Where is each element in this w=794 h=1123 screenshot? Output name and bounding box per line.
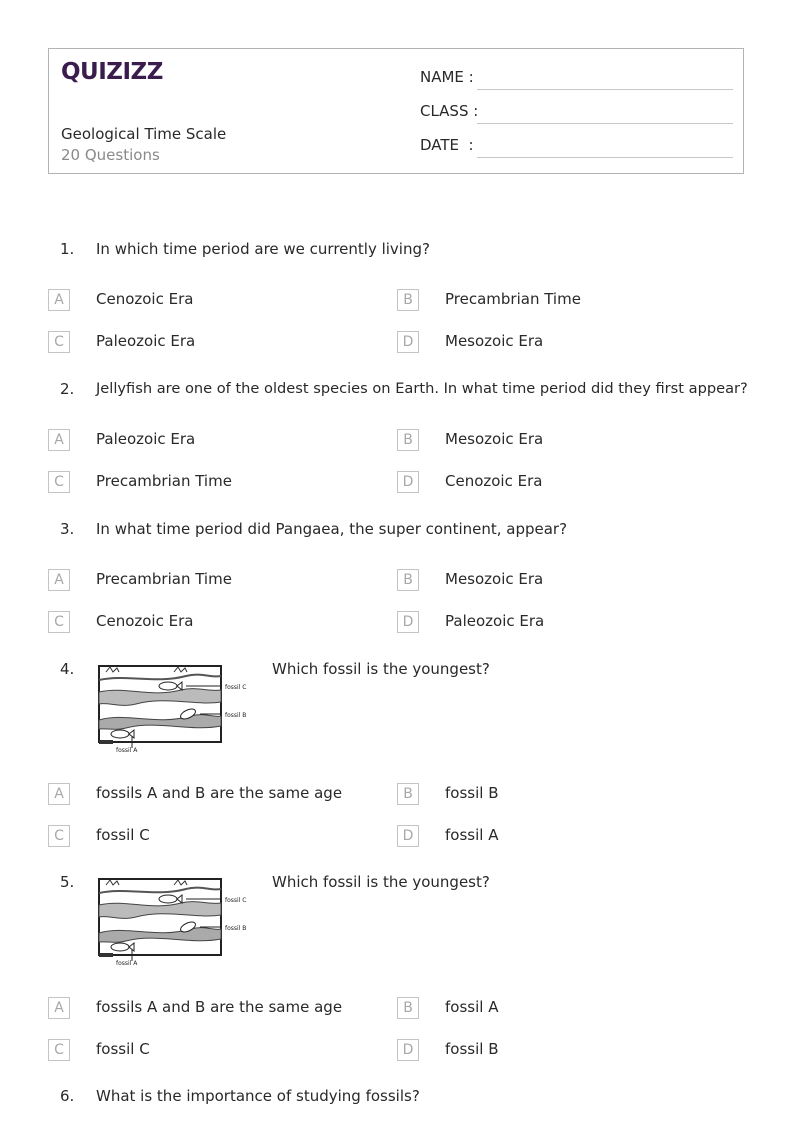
option-text-d[interactable]: Cenozoic Era: [445, 472, 543, 490]
option-letter-c[interactable]: C: [48, 471, 70, 493]
question-text: What is the importance of studying fossils?: [96, 1087, 420, 1105]
question-number: 2.: [60, 380, 75, 398]
option-text-b[interactable]: Mesozoic Era: [445, 570, 544, 588]
option-letter-a[interactable]: A: [48, 783, 70, 805]
option-letter-d[interactable]: D: [397, 331, 419, 353]
fossil-b-label: fossil B: [225, 925, 247, 932]
fossil-c-label: fossil C: [225, 897, 247, 904]
option-text-b[interactable]: fossil A: [445, 998, 499, 1016]
option-text-c[interactable]: fossil C: [96, 826, 150, 844]
option-text-b[interactable]: fossil B: [445, 784, 499, 802]
option-letter-c[interactable]: C: [48, 611, 70, 633]
fossil-c-label: fossil C: [225, 684, 247, 691]
option-text-a[interactable]: Paleozoic Era: [96, 430, 196, 448]
question-text: Jellyfish are one of the oldest species on Earth. In what time period did they first appear?: [96, 380, 748, 397]
fossil-a-label: fossil A: [116, 747, 138, 754]
fossil-layers-diagram: [96, 875, 256, 967]
option-text-b[interactable]: Precambrian Time: [445, 290, 581, 308]
option-text-d[interactable]: fossil A: [445, 826, 499, 844]
option-letter-a[interactable]: A: [48, 429, 70, 451]
option-letter-b[interactable]: B: [397, 569, 419, 591]
worksheet-header: [48, 48, 744, 174]
name-label: NAME :: [420, 68, 474, 86]
class-field[interactable]: [477, 123, 733, 124]
fossil-a-label: fossil A: [116, 960, 138, 967]
name-field[interactable]: [477, 89, 733, 90]
option-letter-b[interactable]: B: [397, 289, 419, 311]
option-letter-d[interactable]: D: [397, 1039, 419, 1061]
option-text-d[interactable]: Mesozoic Era: [445, 332, 544, 350]
question-text: Which fossil is the youngest?: [272, 660, 490, 678]
quizizz-logo: QUIZIZZ: [61, 59, 163, 85]
option-letter-c[interactable]: C: [48, 1039, 70, 1061]
option-text-b[interactable]: Mesozoic Era: [445, 430, 544, 448]
option-text-c[interactable]: Cenozoic Era: [96, 612, 194, 630]
question-number: 3.: [60, 520, 75, 538]
option-letter-c[interactable]: C: [48, 331, 70, 353]
question-text: In what time period did Pangaea, the super continent, appear?: [96, 520, 568, 538]
option-text-a[interactable]: fossils A and B are the same age: [96, 784, 343, 802]
option-text-c[interactable]: Paleozoic Era: [96, 332, 196, 350]
fossil-b-label: fossil B: [225, 712, 247, 719]
option-letter-b[interactable]: B: [397, 783, 419, 805]
class-label: CLASS :: [420, 102, 479, 120]
question-number: 1.: [60, 240, 75, 258]
option-text-c[interactable]: fossil C: [96, 1040, 150, 1058]
option-text-a[interactable]: Precambrian Time: [96, 570, 232, 588]
option-letter-d[interactable]: D: [397, 825, 419, 847]
question-text: Which fossil is the youngest?: [272, 873, 490, 891]
worksheet-title: Geological Time Scale: [61, 125, 227, 143]
option-text-d[interactable]: fossil B: [445, 1040, 499, 1058]
fossil-layers-diagram: [96, 662, 256, 754]
option-letter-a[interactable]: A: [48, 289, 70, 311]
question-number: 4.: [60, 660, 75, 678]
option-letter-b[interactable]: B: [397, 429, 419, 451]
option-letter-c[interactable]: C: [48, 825, 70, 847]
question-number: 5.: [60, 873, 75, 891]
option-letter-d[interactable]: D: [397, 611, 419, 633]
option-text-a[interactable]: Cenozoic Era: [96, 290, 194, 308]
date-field[interactable]: [477, 157, 733, 158]
question-number: 6.: [60, 1087, 75, 1105]
date-label: DATE :: [420, 136, 474, 154]
option-text-c[interactable]: Precambrian Time: [96, 472, 232, 490]
question-count: 20 Questions: [61, 146, 160, 164]
option-text-d[interactable]: Paleozoic Era: [445, 612, 545, 630]
option-letter-a[interactable]: A: [48, 569, 70, 591]
question-text: In which time period are we currently living?: [96, 240, 430, 258]
option-letter-b[interactable]: B: [397, 997, 419, 1019]
option-text-a[interactable]: fossils A and B are the same age: [96, 998, 343, 1016]
option-letter-a[interactable]: A: [48, 997, 70, 1019]
option-letter-d[interactable]: D: [397, 471, 419, 493]
